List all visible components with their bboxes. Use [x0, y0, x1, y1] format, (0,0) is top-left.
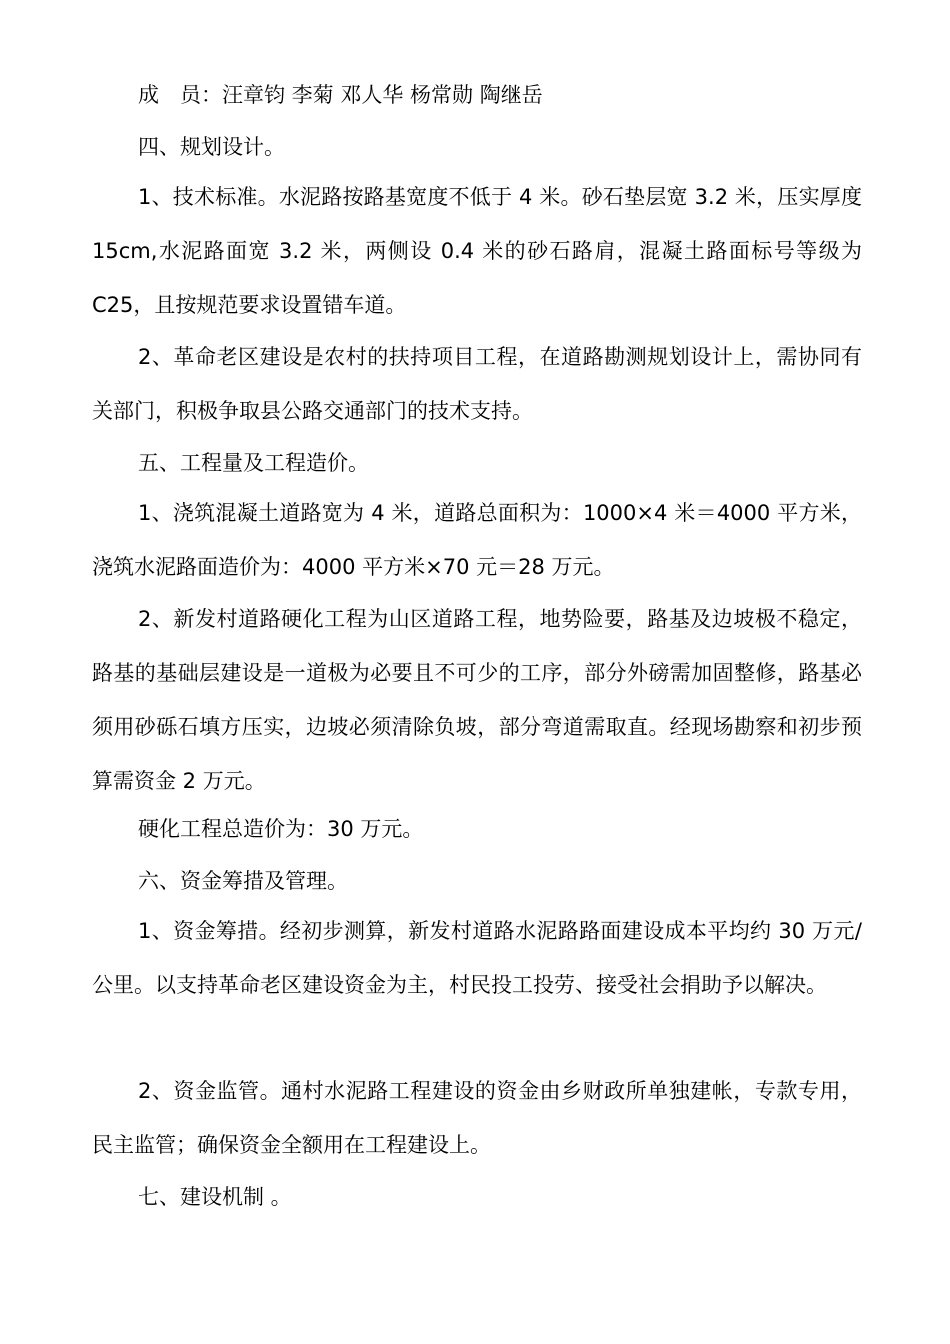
section-4-item-1: 1、技术标准。水泥路按路基宽度不低于 4 米。砂石垫层宽 3.2 米，压实厚度 15cm,水泥路面宽 3.2 米，两侧设 0.4 米的砂石路肩，混凝土路面标号等级为 C25，且按规范要求设置错车道。: [92, 185, 862, 317]
members-line: 成 员：汪章钧 李菊 邓人华 杨常勋 陶继岳: [138, 83, 543, 107]
section-6-item-1: 1、资金筹措。经初步测算，新发村道路水泥路路面建设成本平均约 30 万元/公里。以支持革命老区建设资金为主，村民投工投劳、接受社会捐助予以解决。: [92, 919, 862, 997]
section-6-heading: 六、资金筹措及管理。: [138, 869, 348, 893]
section-7-heading: 七、建设机制 。: [138, 1185, 292, 1209]
section-5-total: 硬化工程总造价为：30 万元。: [138, 817, 424, 841]
section-5-heading: 五、工程量及工程造价。: [138, 451, 369, 475]
section-4-heading: 四、规划设计。: [138, 135, 285, 159]
section-4-item-2: 2、革命老区建设是农村的扶持项目工程，在道路勘测规划设计上，需协同有关部门，积极争取县公路交通部门的技术支持。: [92, 345, 862, 423]
section-5-item-2: 2、新发村道路硬化工程为山区道路工程，地势险要，路基及边坡极不稳定，路基的基础层建设是一道极为必要且不可少的工序，部分外磅需加固整修，路基必须用砂砾石填方压实，边坡必须清除负坡，部分弯道需取直。经现场勘察和初步预算需资金 2 万元。: [92, 607, 862, 793]
section-5-item-1: 1、浇筑混凝土道路宽为 4 米，道路总面积为：1000×4 米＝4000 平方米，浇筑水泥路面造价为：4000 平方米×70 元＝28 万元。: [92, 501, 862, 579]
section-6-item-2: 2、资金监管。通村水泥路工程建设的资金由乡财政所单独建帐，专款专用，民主监管；确保资金全额用在工程建设上。: [92, 1079, 862, 1157]
